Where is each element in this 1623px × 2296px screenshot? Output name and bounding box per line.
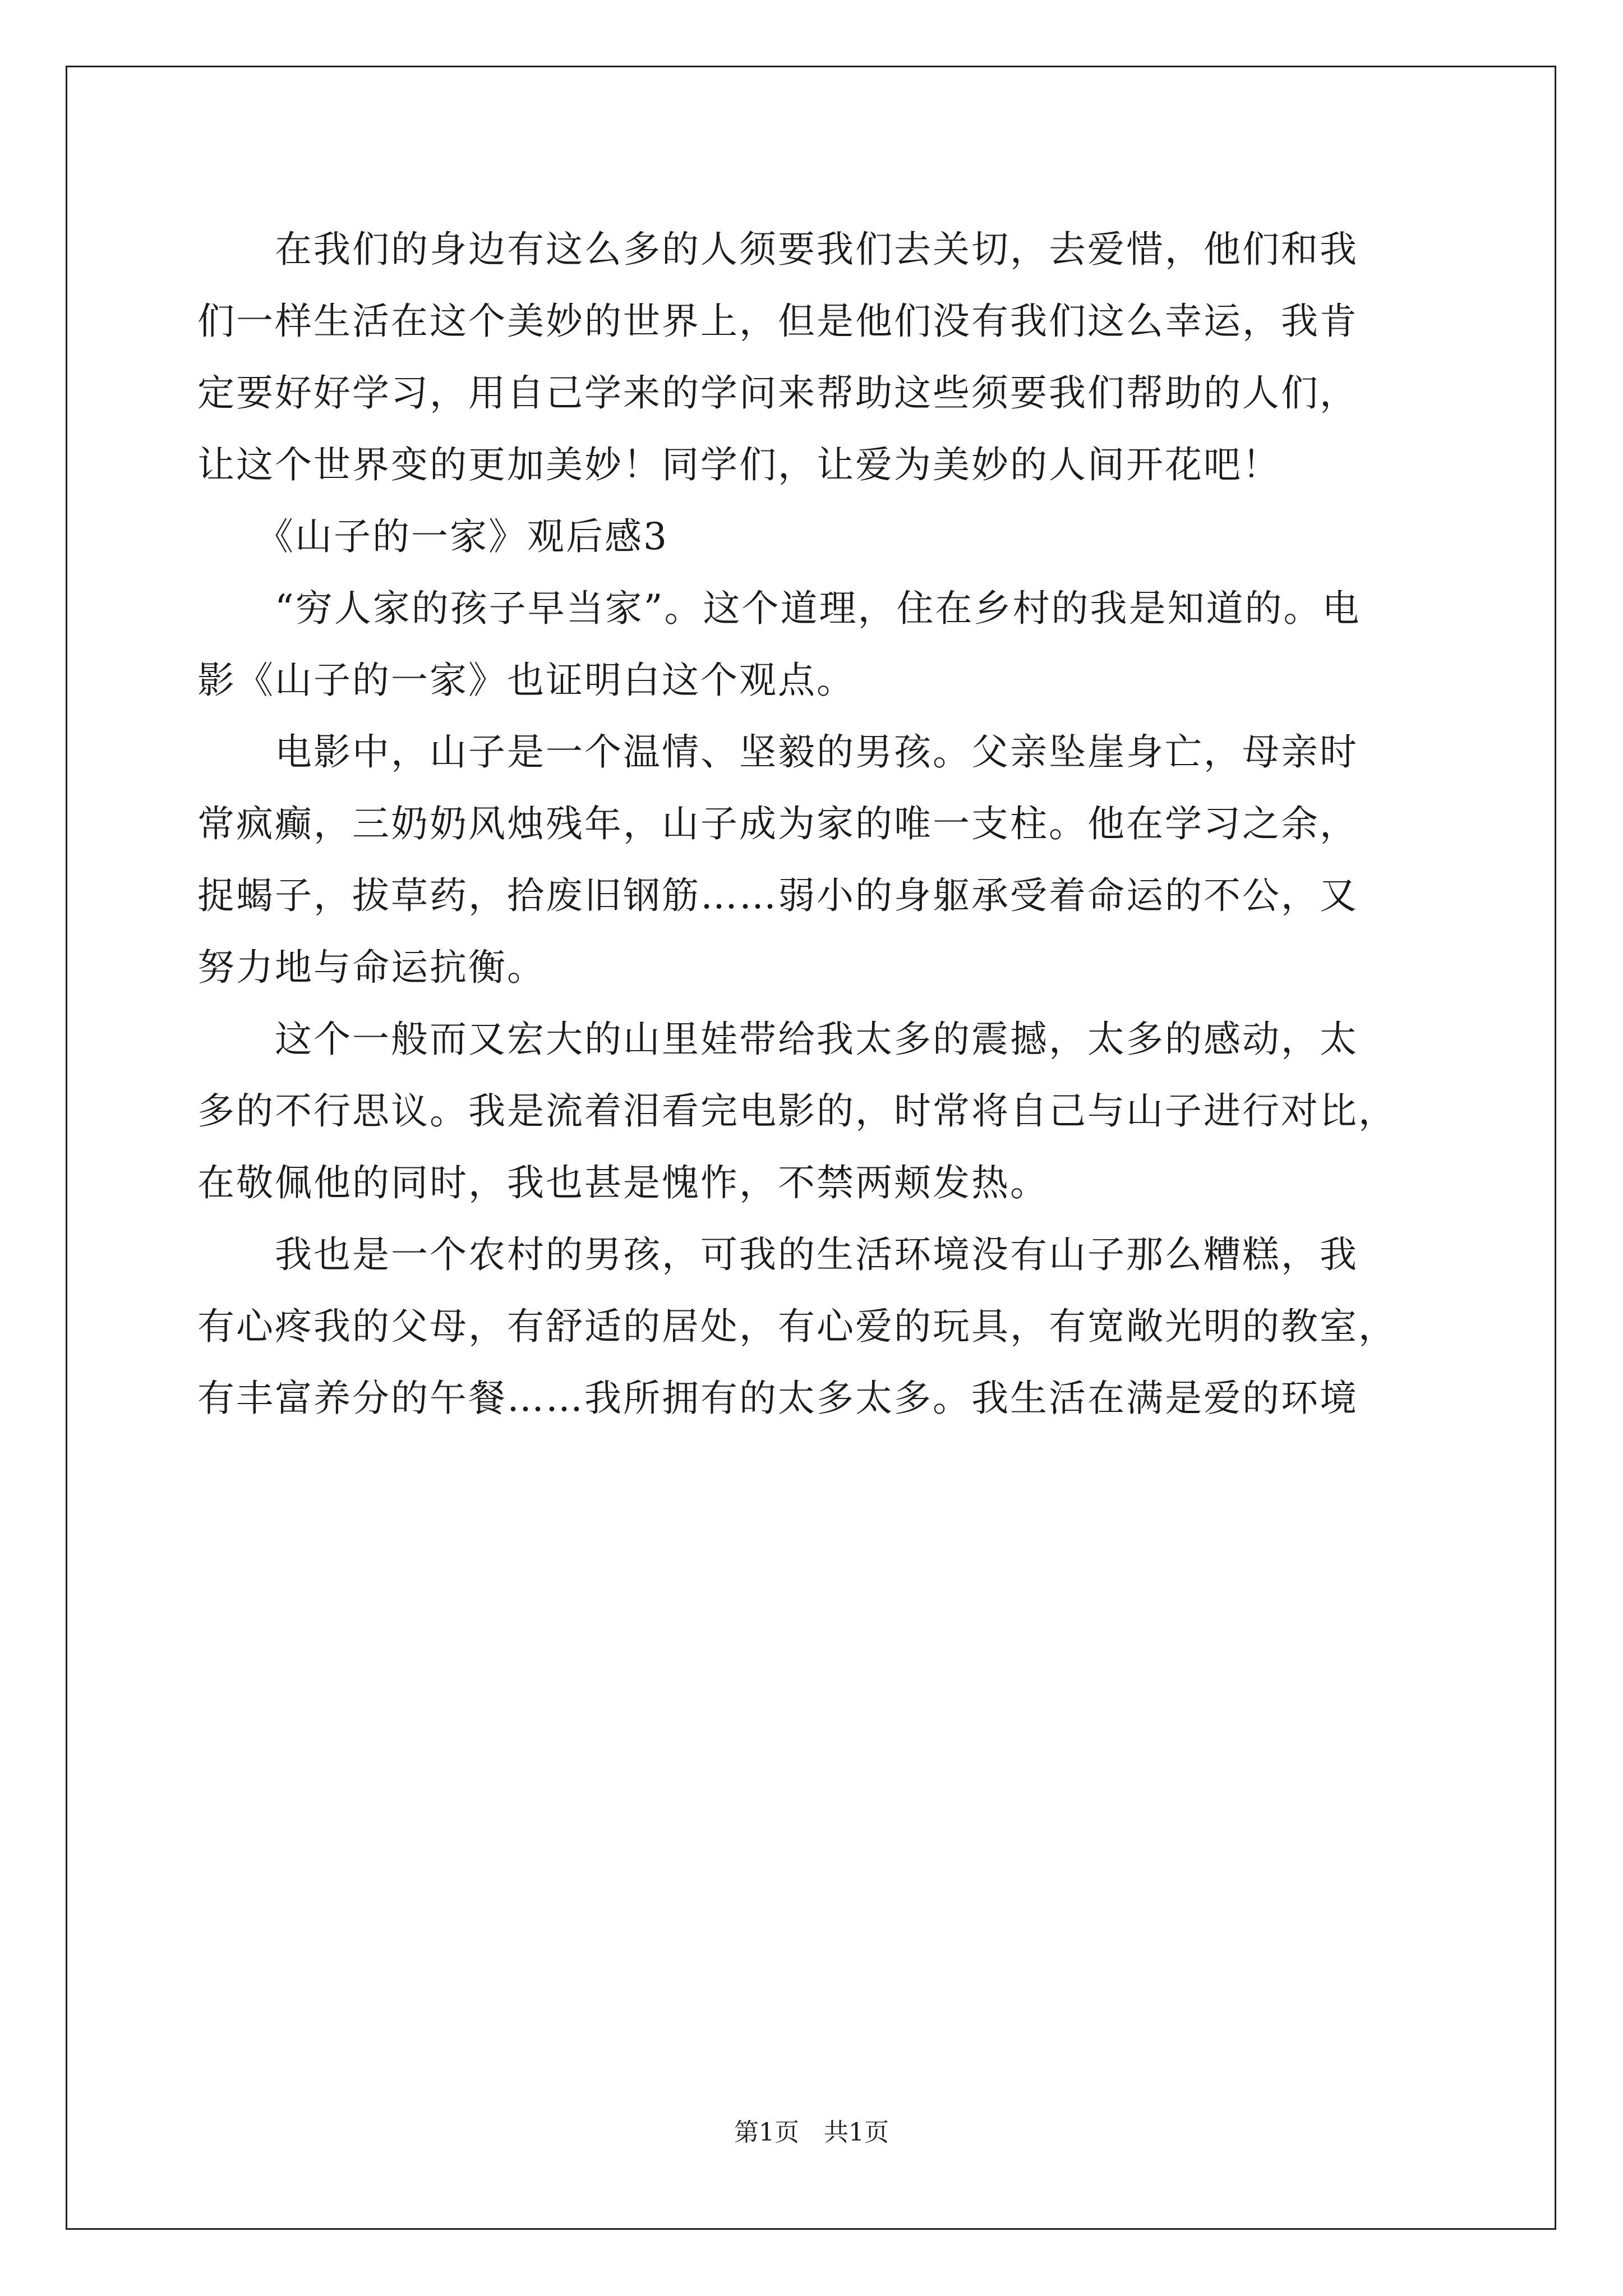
- text-line: 定要好好学习，用自己学来的学问来帮助这些须要我们帮助的人们，: [197, 371, 1358, 415]
- text-line: 影《山子的一家》也证明白这个观点。: [197, 659, 855, 702]
- text-line: 们一样生活在这个美妙的世界上，但是他们没有我们这么幸运，我肯: [197, 300, 1358, 343]
- text-line: 电影中，山子是一个温情、坚毅的男孩。父亲坠崖身亡，母亲时: [197, 730, 1358, 774]
- section-heading: 《山子的一家》观后感3: [197, 515, 668, 558]
- text-line: 有丰富养分的午餐……我所拥有的太多太多。我生活在满是爱的环境: [197, 1377, 1358, 1420]
- text-line: 在我们的身边有这么多的人须要我们去关切，去爱惜，他们和我: [197, 228, 1358, 271]
- text-line: 捉蝎子，拔草药，拾废旧钢筋……弱小的身躯承受着命运的不公，又: [197, 874, 1358, 917]
- text-line: 这个一般而又宏大的山里娃带给我太多的震撼，太多的感动，太: [197, 1018, 1358, 1061]
- text-line: 常疯癫，三奶奶风烛残年，山子成为家的唯一支柱。他在学习之余，: [197, 802, 1358, 845]
- text-line: 我也是一个农村的男孩，可我的生活环境没有山子那么糟糕，我: [197, 1233, 1358, 1276]
- page-number-footer: 第1页 共1页: [734, 2118, 889, 2147]
- text-line: 在敬佩他的同时，我也甚是愧怍，不禁两颊发热。: [197, 1161, 1049, 1204]
- text-line: “穷人家的孩子早当家”。这个道理，住在乡村的我是知道的。电: [197, 587, 1361, 630]
- text-line: 让这个世界变的更加美妙！同学们，让爱为美妙的人间开花吧！: [197, 443, 1281, 486]
- text-line: 多的不行思议。我是流着泪看完电影的，时常将自己与山子进行对比，: [197, 1089, 1397, 1133]
- text-line: 有心疼我的父母，有舒适的居处，有心爱的玩具，有宽敞光明的教室，: [197, 1305, 1397, 1348]
- text-line: 努力地与命运抗衡。: [197, 946, 546, 989]
